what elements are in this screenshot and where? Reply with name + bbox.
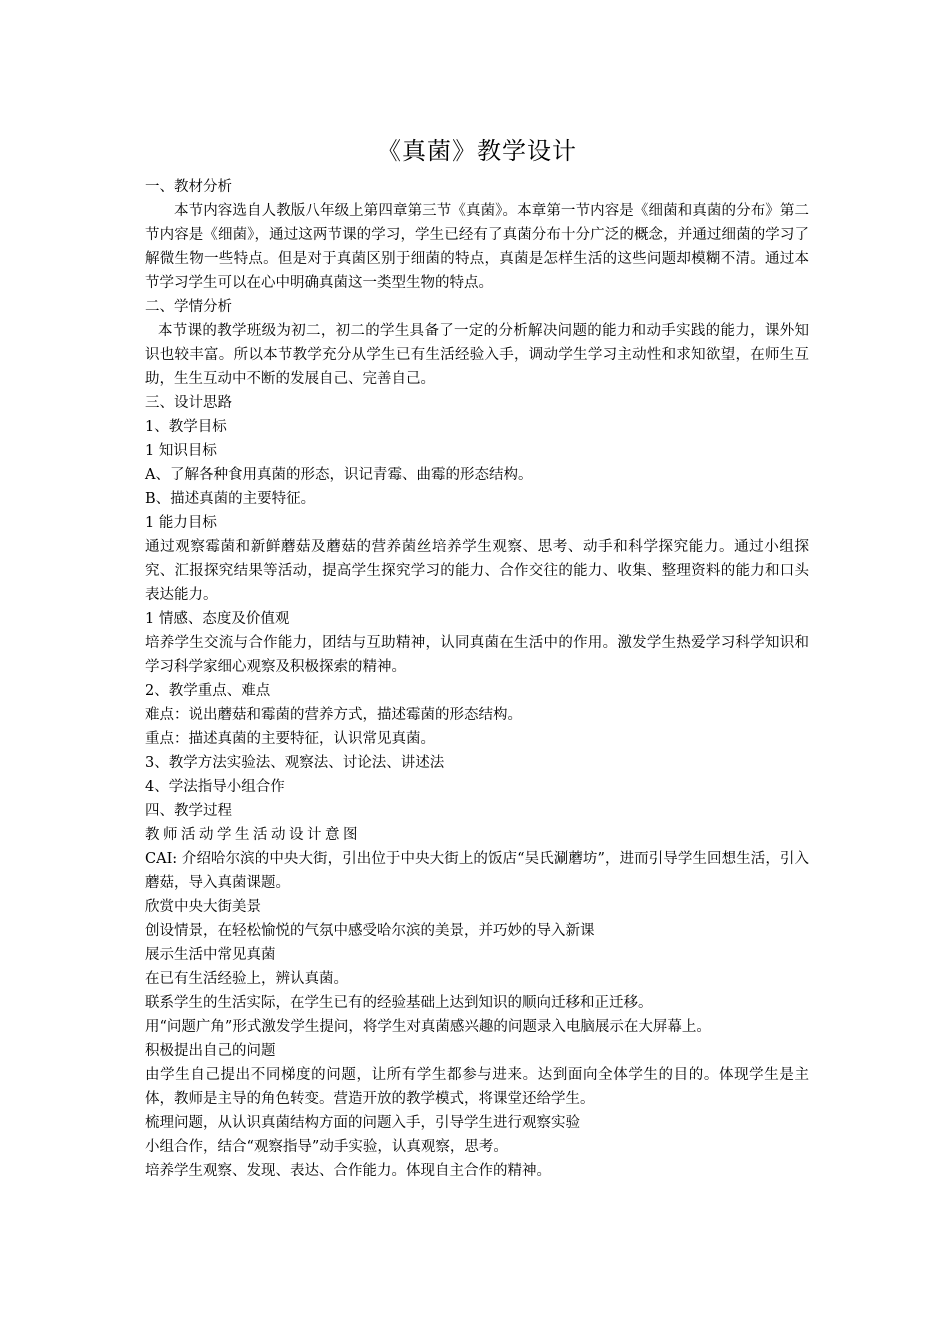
- text-line: 在已有生活经验上，辨认真菌。: [145, 971, 348, 987]
- text-line: 梳理问题，从认识真菌结构方面的问题入手，引导学生进行观察实验: [145, 1115, 580, 1131]
- paragraph: 本节课的教学班级为初二，初二的学生具备了一定的分析解决问题的能力和动手实践的能力，课外知识也较丰富。所以本节教学充分从学生已有生活经验入手，调动学生学习主动性和求知欲望，在师生互助，生生互动中不断的发展自己、完善自己。: [145, 323, 809, 387]
- text-line: 4、学法指导小组合作: [145, 779, 285, 795]
- paragraph: CAI: 介绍哈尔滨的中央大街，引出位于中央大街上的饭店“吴氏涮蘑坊”，进而引导学生回想生活，引入蘑菇，导入真菌课题。: [145, 851, 809, 891]
- paragraph: 通过观察霉菌和新鲜蘑菇及蘑菇的营养菌丝培养学生观察、思考、动手和科学探究能力。通过小组探究、汇报探究结果等活动，提高学生探究学习的能力、合作交往的能力、收集、整理资料的能力和口头表达能力。: [145, 539, 809, 603]
- text-line: 1 情感、态度及价值观: [145, 611, 290, 627]
- text-line: 一、教材分析: [145, 179, 232, 195]
- text-line: 1 知识目标: [145, 443, 217, 459]
- text-line: 四、教学过程: [145, 803, 232, 819]
- text-line: 二、学情分析: [145, 299, 232, 315]
- paragraph: 培养学生交流与合作能力，团结与互助精神，认同真菌在生活中的作用。激发学生热爱学习科学知识和学习科学家细心观察及积极探索的精神。: [145, 635, 809, 675]
- text-line: 创设情景，在轻松愉悦的气氛中感受哈尔滨的美景，并巧妙的导入新课: [145, 923, 595, 939]
- text-line: 难点：说出蘑菇和霉菌的营养方式，描述霉菌的形态结构。: [145, 707, 522, 723]
- text-line: 3、教学方法实验法、观察法、讨论法、讲述法: [145, 755, 445, 771]
- paragraph: 由学生自己提出不同梯度的问题，让所有学生都参与进来。达到面向全体学生的目的。体现学生是主体，教师是主导的角色转变。营造开放的教学模式，将课堂还给学生。: [145, 1067, 809, 1107]
- text-line: 教师活动学生活动设计意图: [145, 827, 361, 843]
- text-line: 三、设计思路: [145, 395, 232, 411]
- paragraph: 本节内容选自人教版八年级上第四章第三节《真菌》。本章第一节内容是《细菌和真菌的分布》第二节内容是《细菌》，通过这两节课的学习，学生已经有了真菌分布十分广泛的概念，并通过细菌的学习了解微生物一些特点。但是对于真菌区别于细菌的特点，真菌是怎样生活的这些问题却模糊不清。通过本节学习学生可以在心中明确真菌这一类型生物的特点。: [145, 203, 809, 291]
- text-line: 重点：描述真菌的主要特征，认识常见真菌。: [145, 731, 435, 747]
- text-line: 小组合作，结合“观察指导”动手实验，认真观察，思考。: [145, 1139, 508, 1155]
- text-line: B、描述真菌的主要特征。: [145, 491, 316, 507]
- text-line: 展示生活中常见真菌: [145, 947, 276, 963]
- text-line: 欣赏中央大街美景: [145, 899, 261, 915]
- text-line: 用“问题广角”形式激发学生提问，将学生对真菌感兴趣的问题录入电脑展示在大屏幕上。: [145, 1019, 711, 1035]
- document-title: 《真菌》教学设计: [377, 137, 577, 165]
- text-line: 培养学生观察、发现、表达、合作能力。体现自主合作的精神。: [145, 1163, 551, 1179]
- text-line: 2、教学重点、难点: [145, 683, 271, 699]
- text-line: 积极提出自己的问题: [145, 1043, 276, 1059]
- text-line: 联系学生的生活实际，在学生已有的经验基础上达到知识的顺向迁移和正迁移。: [145, 995, 653, 1011]
- text-line: A、了解各种食用真菌的形态，识记青霉、曲霉的形态结构。: [145, 467, 533, 483]
- document-body: [145, 175, 809, 1183]
- text-line: 1 能力目标: [145, 515, 217, 531]
- text-line: 1、教学目标: [145, 419, 227, 435]
- document-page: [145, 134, 809, 1183]
